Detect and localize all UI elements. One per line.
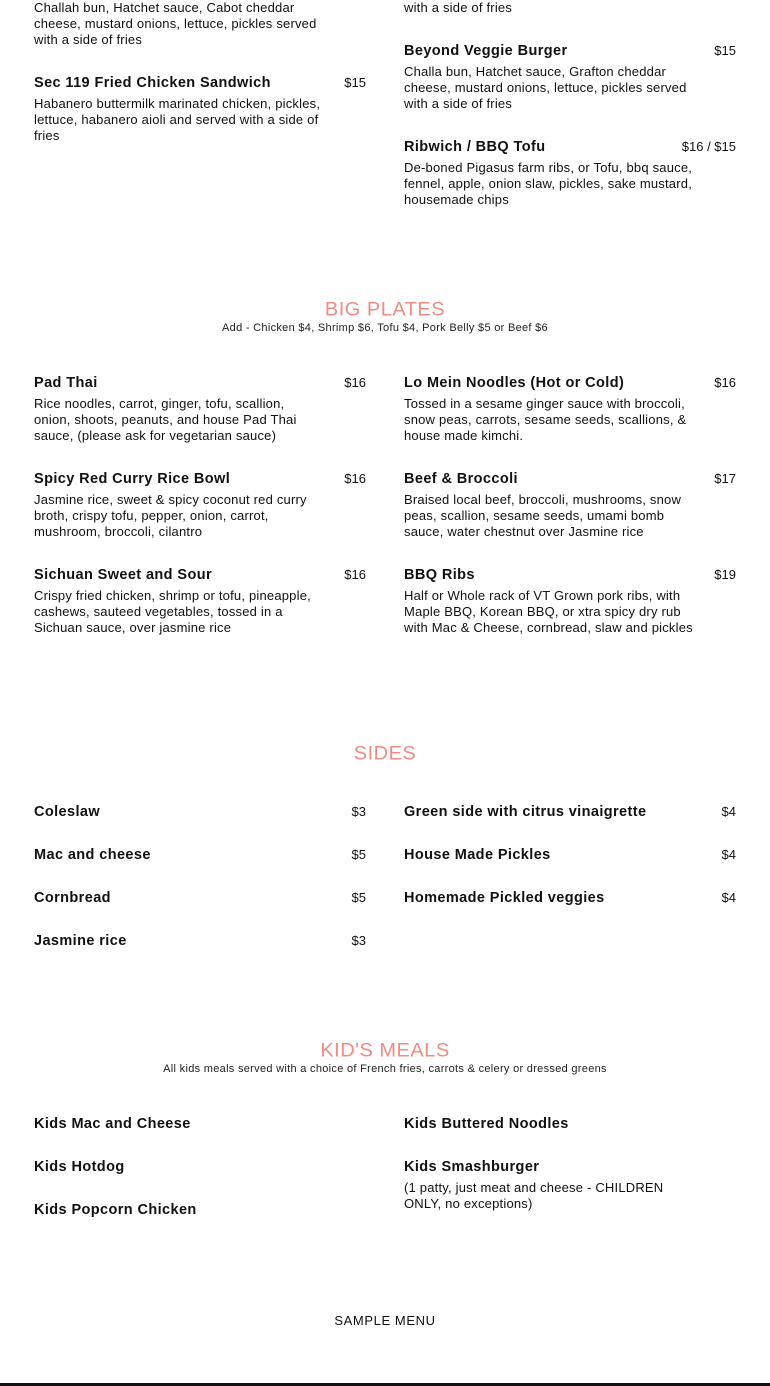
menu-item-description: with a side of fries	[404, 0, 513, 15]
kids-item-name: Kids Mac and Cheese	[34, 1116, 191, 1132]
menu-item-name: BBQ Ribs	[404, 567, 475, 583]
section-title-kids-meals: KID'S MEALS	[320, 1040, 450, 1062]
menu-item-name: Spicy Red Curry Rice Bowl	[34, 471, 231, 487]
side-item-price: $3	[351, 804, 366, 819]
kids-item-description: (1 patty, just meat and cheese - CHILDREN ONLY, no exceptions)	[404, 1180, 664, 1211]
menu-item-name: Ribwich / BBQ Tofu	[404, 139, 546, 155]
menu-item-name: Pad Thai	[34, 375, 98, 391]
kids-item-name: Kids Popcorn Chicken	[34, 1202, 197, 1218]
menu-item-name: Beyond Veggie Burger	[404, 43, 568, 59]
menu-item-price: $16	[344, 567, 366, 582]
menu-item-description: De-boned Pigasus farm ribs, or Tofu, bbq sauce, fennel, apple, onion slaw, pickles, sake mustard, housemade chips	[404, 160, 693, 207]
menu-item-name: Sec 119 Fried Chicken Sandwich	[34, 75, 271, 91]
menu-item-price: $17	[714, 471, 736, 486]
side-item-price: $3	[351, 933, 366, 948]
side-item-name: Coleslaw	[34, 804, 101, 820]
side-item-price: $4	[721, 847, 736, 862]
section-title-sides: SIDES	[353, 743, 417, 765]
side-item-price: $5	[351, 890, 366, 905]
menu-item-price: $16	[714, 375, 736, 390]
menu-item-name: Lo Mein Noodles (Hot or Cold)	[404, 375, 625, 391]
menu-item-price: $15	[344, 75, 366, 90]
kids-item-name: Kids Hotdog	[34, 1159, 125, 1175]
menu-item-price: $16	[344, 471, 366, 486]
menu-item-name: Sichuan Sweet and Sour	[34, 567, 212, 583]
menu-item-description: Crispy fried chicken, shrimp or tofu, pineapple, cashews, sauteed vegetables, tossed in a Sichuan sauce, over jasmine rice	[34, 588, 311, 635]
side-item-name: Jasmine rice	[34, 933, 127, 949]
menu-item-name: Beef & Broccoli	[404, 471, 518, 487]
menu-item-description: Habanero buttermilk marinated chicken, pickles, lettuce, habanero aioli and served with a side of fries	[34, 96, 321, 143]
footer-sample-menu: SAMPLE MENU	[334, 1313, 436, 1328]
menu-item-description: Rice noodles, carrot, ginger, tofu, scallion, onion, shoots, peanuts, and house Pad Thai sauce, (please ask for vegetarian sauce)	[34, 396, 297, 443]
side-item-price: $5	[351, 847, 366, 862]
section-subtitle-big-plates: Add - Chicken $4, Shrimp $6, Tofu $4, Pork Belly $5 or Beef $6	[222, 322, 548, 334]
side-item-name: Cornbread	[34, 890, 111, 906]
menu-item-description: Tossed in a sesame ginger sauce with broccoli, snow peas, carrots, sesame seeds, scallions, & house made kimchi.	[404, 396, 687, 443]
menu-item-description: Challa bun, Hatchet sauce, Grafton cheddar cheese, mustard onions, lettuce, pickles served with a side of fries	[404, 64, 687, 111]
side-item-name: Mac and cheese	[34, 847, 151, 863]
side-item-name: Homemade Pickled veggies	[404, 890, 605, 906]
side-item-price: $4	[721, 890, 736, 905]
menu-item-description: Braised local beef, broccoli, mushrooms, snow peas, scallion, sesame seeds, umami bomb sauce, water chestnut over Jasmine rice	[404, 492, 682, 539]
menu-item-price: $19	[714, 567, 736, 582]
side-item-name: House Made Pickles	[404, 847, 551, 863]
side-item-name: Green side with citrus vinaigrette	[404, 804, 647, 820]
section-title-big-plates: BIG PLATES	[324, 299, 446, 321]
side-item-price: $4	[721, 804, 736, 819]
menu-item-price: $16 / $15	[681, 139, 736, 154]
menu-item-description: Challah bun, Hatchet sauce, Cabot cheddar cheese, mustard onions, lettuce, pickles served with a side of fries	[34, 0, 317, 47]
kids-item-name: Kids Smashburger	[404, 1159, 540, 1175]
menu-item-price: $16	[344, 375, 366, 390]
kids-item-name: Kids Buttered Noodles	[404, 1116, 569, 1132]
section-subtitle-kids-meals: All kids meals served with a choice of French fries, carrots & celery or dressed greens	[163, 1063, 607, 1075]
menu-item-description: Jasmine rice, sweet & spicy coconut red curry broth, crispy tofu, pepper, onion, carrot, mushroom, broccoli, cilantro	[34, 492, 307, 539]
menu-item-description: Half or Whole rack of VT Grown pork ribs, with Maple BBQ, Korean BBQ, or xtra spicy dry rub with Mac & Cheese, cornbread, slaw and pickles	[404, 588, 693, 635]
menu-item-price: $15	[714, 43, 736, 58]
